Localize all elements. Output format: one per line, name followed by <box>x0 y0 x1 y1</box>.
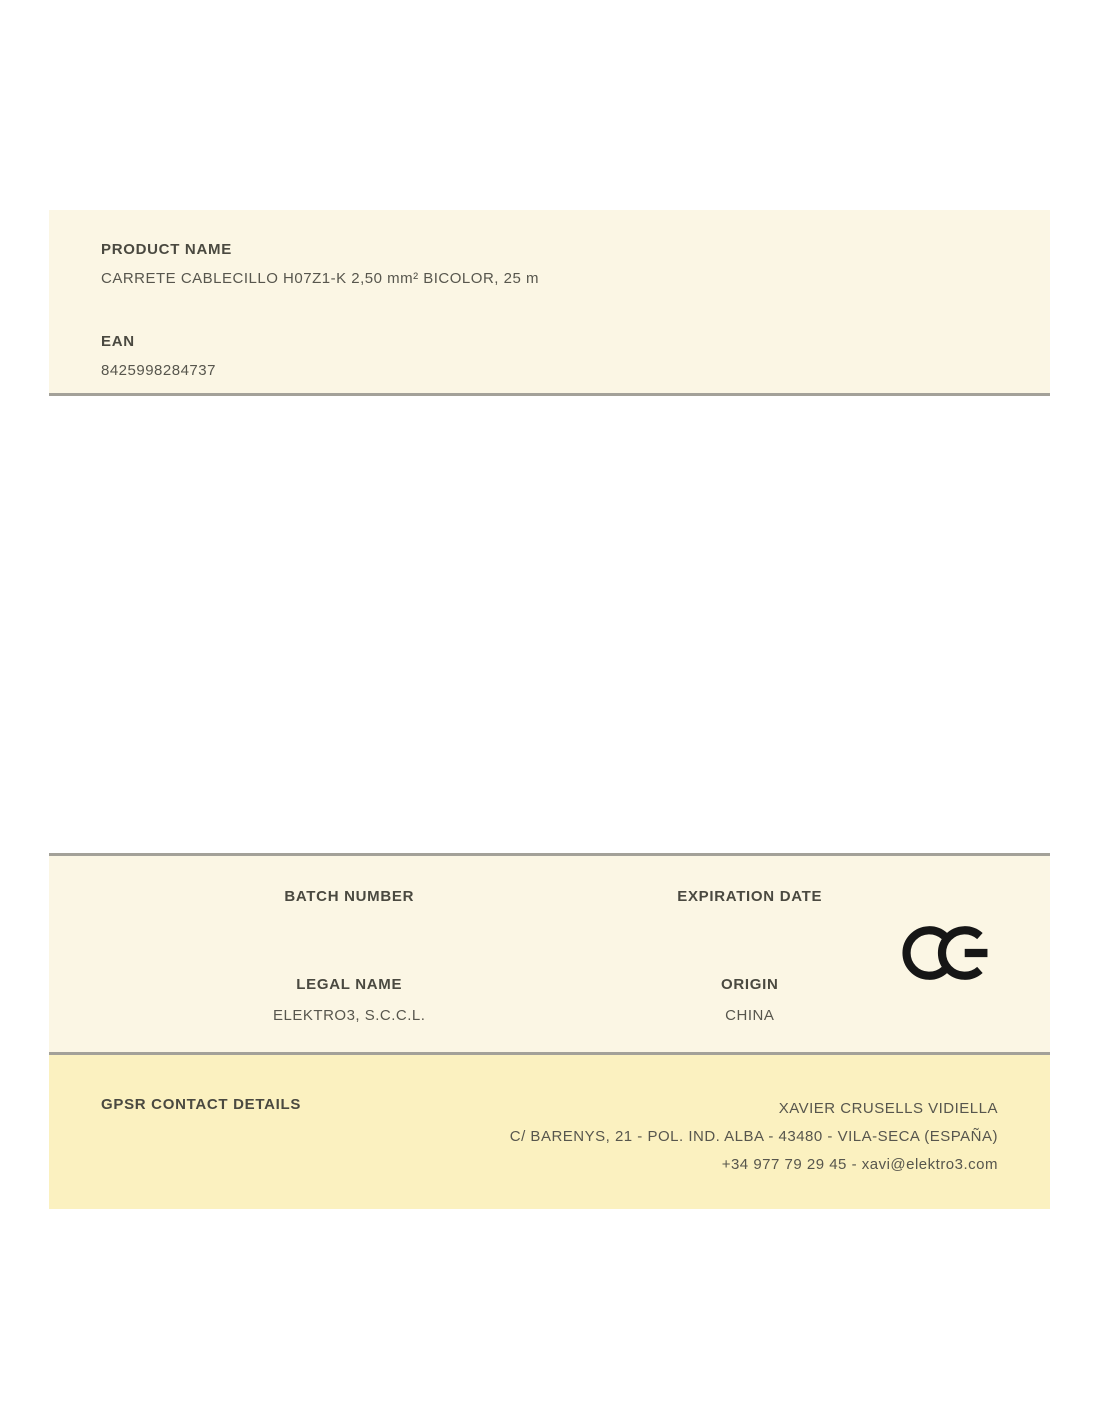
product-name-field <box>101 240 998 289</box>
origin-label: ORIGIN <box>720 976 779 993</box>
expiration-date-label: EXPIRATION DATE <box>677 888 823 905</box>
gpsr-contact-label: GPSR CONTACT DETAILS <box>101 1096 302 1113</box>
contact-address: C/ BARENYS, 21 - POL. IND. ALBA - 43480 - VILA-SECA (ESPAÑA) <box>509 1128 998 1145</box>
product-name-label: PRODUCT NAME <box>101 241 232 258</box>
legal-name-value: ELEKTRO3, S.C.C.L. <box>273 1007 426 1024</box>
batch-legal-column <box>149 887 550 1026</box>
batch-number-label: BATCH NUMBER <box>284 888 415 905</box>
expiration-origin-column <box>550 887 951 1026</box>
gpsr-contact-row <box>101 1095 998 1179</box>
contact-name: XAVIER CRUSELLS VIDIELLA <box>778 1100 998 1117</box>
batch-legal-section <box>49 853 1050 1055</box>
legal-name-label: LEGAL NAME <box>296 976 403 993</box>
gpsr-contact-details <box>510 1095 998 1179</box>
ean-value: 8425998284737 <box>101 362 216 379</box>
contact-phone-email: +34 977 79 29 45 - xavi@elektro3.com <box>721 1156 998 1173</box>
ean-label: EAN <box>101 333 135 350</box>
product-name-value: CARRETE CABLECILLO H07Z1-K 2,50 mm² BICOLOR, 25 m <box>101 270 539 287</box>
batch-legal-grid <box>149 887 950 1026</box>
ean-field <box>101 332 998 381</box>
product-section <box>49 210 1050 396</box>
ce-mark-icon <box>902 924 992 982</box>
gpsr-contact-section <box>49 1055 1050 1209</box>
origin-value: CHINA <box>725 1007 775 1024</box>
